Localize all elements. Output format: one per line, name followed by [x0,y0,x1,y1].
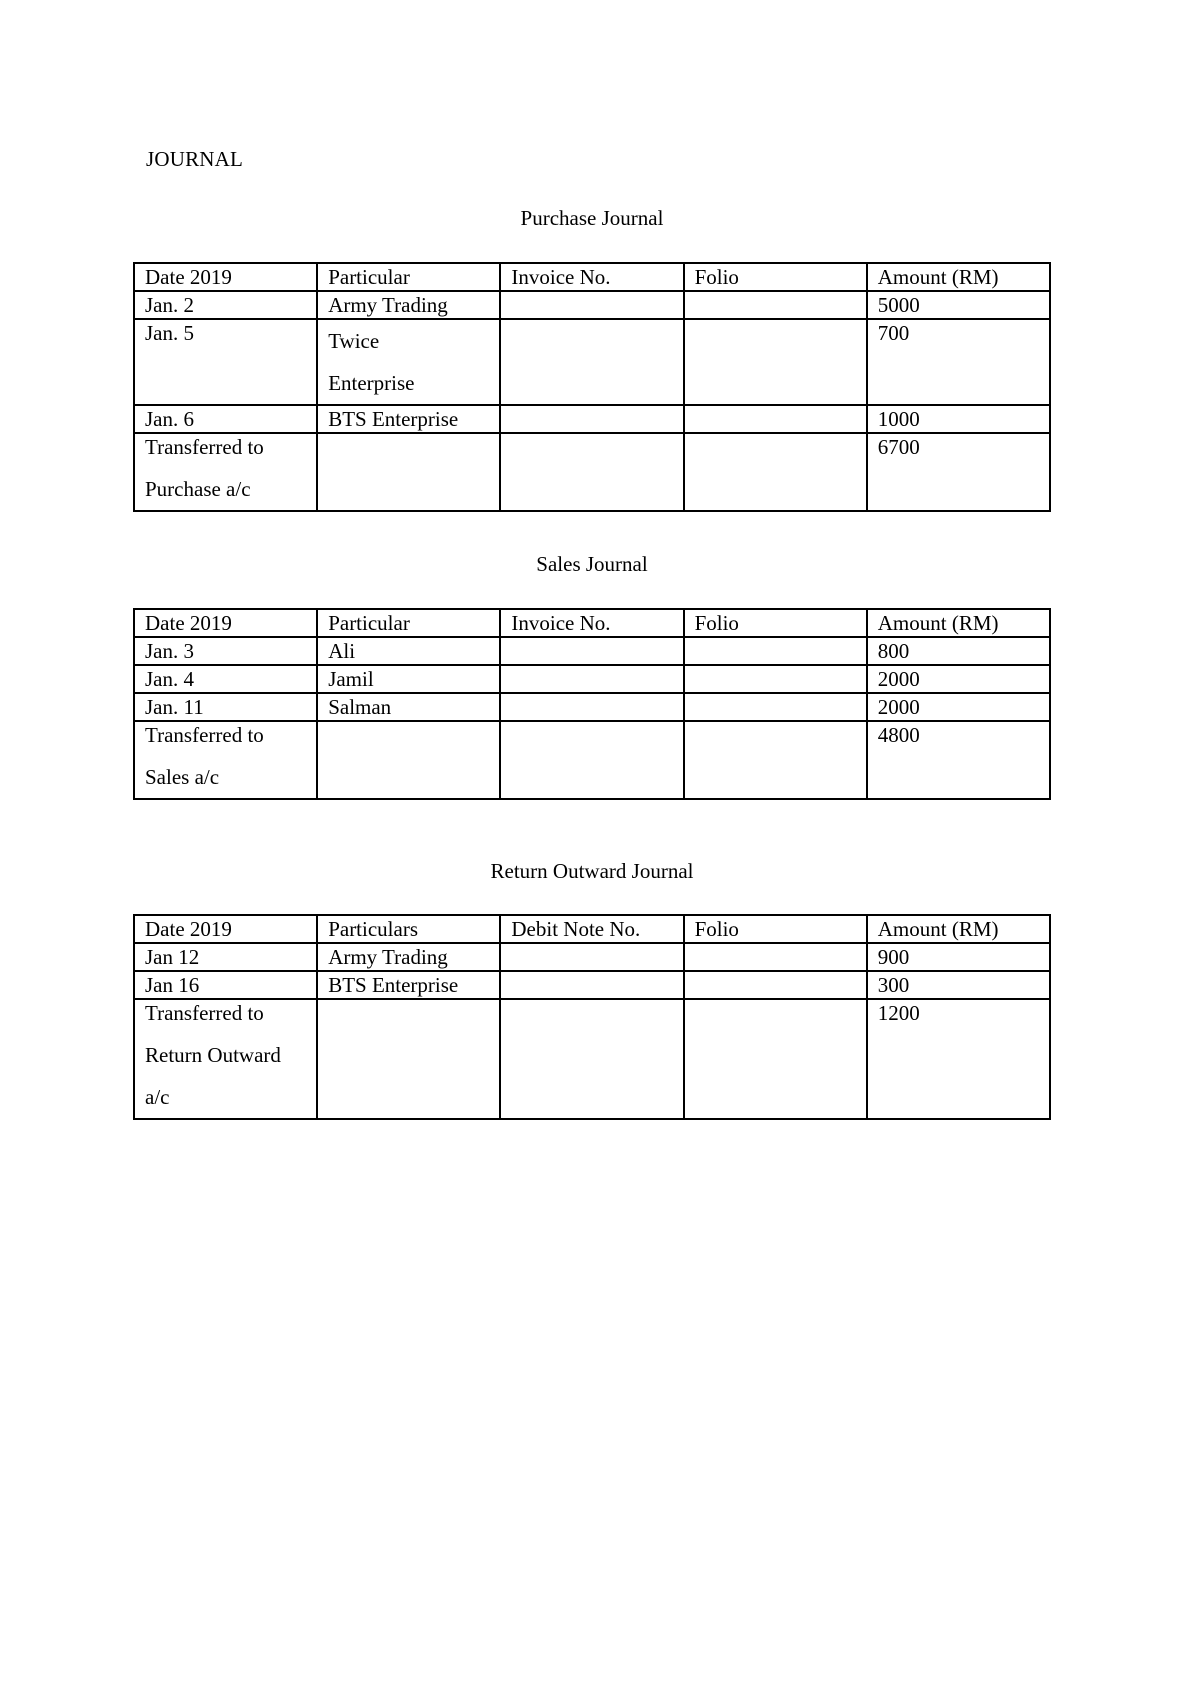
row-particular: Salman [317,693,500,721]
document-title: JOURNAL [146,147,244,171]
row-particular: Army Trading [317,943,500,971]
row-invoice [500,433,683,511]
row-particular: BTS Enterprise [317,971,500,999]
row-particular-text: Twice Enterprise [328,329,415,395]
row-invoice [500,637,683,665]
header-particular: Particular [317,263,500,291]
row-date [134,999,317,1119]
row-invoice [500,721,683,799]
row-particular: Ali [317,637,500,665]
table-row [134,999,1050,1119]
header-date: Date 2019 [134,609,317,637]
row-amount: 1200 [867,999,1050,1119]
return-outward-journal-title: Return Outward Journal [490,859,694,883]
row-amount: 4800 [867,721,1050,799]
table-row [134,433,1050,511]
header-folio: Folio [684,609,867,637]
row-folio [684,291,867,319]
row-date-text: Transferred to Purchase a/c [145,435,264,501]
row-date [134,721,317,799]
row-date: Jan. 6 [134,405,317,433]
row-particular: Jamil [317,665,500,693]
row-date-text: Transferred to Sales a/c [145,723,264,789]
row-date: Jan. 3 [134,637,317,665]
table-row [134,665,1050,693]
header-invoice: Invoice No. [500,609,683,637]
sales-journal-title: Sales Journal [536,552,648,576]
row-date-text: Transferred to Return Outward a/c [145,1001,281,1109]
row-folio [684,693,867,721]
table-row [134,319,1050,405]
purchase-journal-title: Purchase Journal [520,206,664,230]
purchase-journal-table [133,262,1051,512]
row-date: Jan. 2 [134,291,317,319]
header-invoice: Invoice No. [500,263,683,291]
row-date: Jan 16 [134,971,317,999]
header-debit-note: Debit Note No. [500,915,683,943]
row-folio [684,721,867,799]
row-particular [317,721,500,799]
row-folio [684,943,867,971]
row-folio [684,971,867,999]
row-amount: 700 [867,319,1050,405]
row-date: Jan 12 [134,943,317,971]
row-particular: Army Trading [317,291,500,319]
row-date: Jan. 11 [134,693,317,721]
row-folio [684,433,867,511]
table-header-row [134,263,1050,291]
row-amount: 5000 [867,291,1050,319]
row-amount: 2000 [867,693,1050,721]
header-folio: Folio [684,915,867,943]
header-date: Date 2019 [134,915,317,943]
row-debit-note [500,943,683,971]
row-amount: 900 [867,943,1050,971]
table-header-row [134,609,1050,637]
row-folio [684,665,867,693]
row-invoice [500,693,683,721]
row-particular [317,319,500,405]
row-date-text: Jan. 5 [145,321,194,345]
row-amount: 2000 [867,665,1050,693]
row-date [134,319,317,405]
row-amount: 800 [867,637,1050,665]
table-row [134,291,1050,319]
table-header-row [134,915,1050,943]
header-amount: Amount (RM) [867,915,1050,943]
row-folio [684,319,867,405]
row-date [134,433,317,511]
row-folio [684,999,867,1119]
row-invoice [500,665,683,693]
table-row [134,721,1050,799]
return-outward-journal-table [133,914,1051,1120]
table-row [134,637,1050,665]
row-particular [317,433,500,511]
header-particular: Particular [317,609,500,637]
row-amount: 1000 [867,405,1050,433]
header-amount: Amount (RM) [867,263,1050,291]
header-date: Date 2019 [134,263,317,291]
row-amount: 300 [867,971,1050,999]
header-folio: Folio [684,263,867,291]
table-row [134,943,1050,971]
header-particular: Particulars [317,915,500,943]
header-amount: Amount (RM) [867,609,1050,637]
sales-journal-table [133,608,1051,800]
row-folio [684,637,867,665]
row-debit-note [500,971,683,999]
row-particular: BTS Enterprise [317,405,500,433]
row-invoice [500,405,683,433]
row-invoice [500,291,683,319]
row-invoice [500,319,683,405]
row-debit-note [500,999,683,1119]
row-date: Jan. 4 [134,665,317,693]
row-particular [317,999,500,1119]
row-amount: 6700 [867,433,1050,511]
row-folio [684,405,867,433]
